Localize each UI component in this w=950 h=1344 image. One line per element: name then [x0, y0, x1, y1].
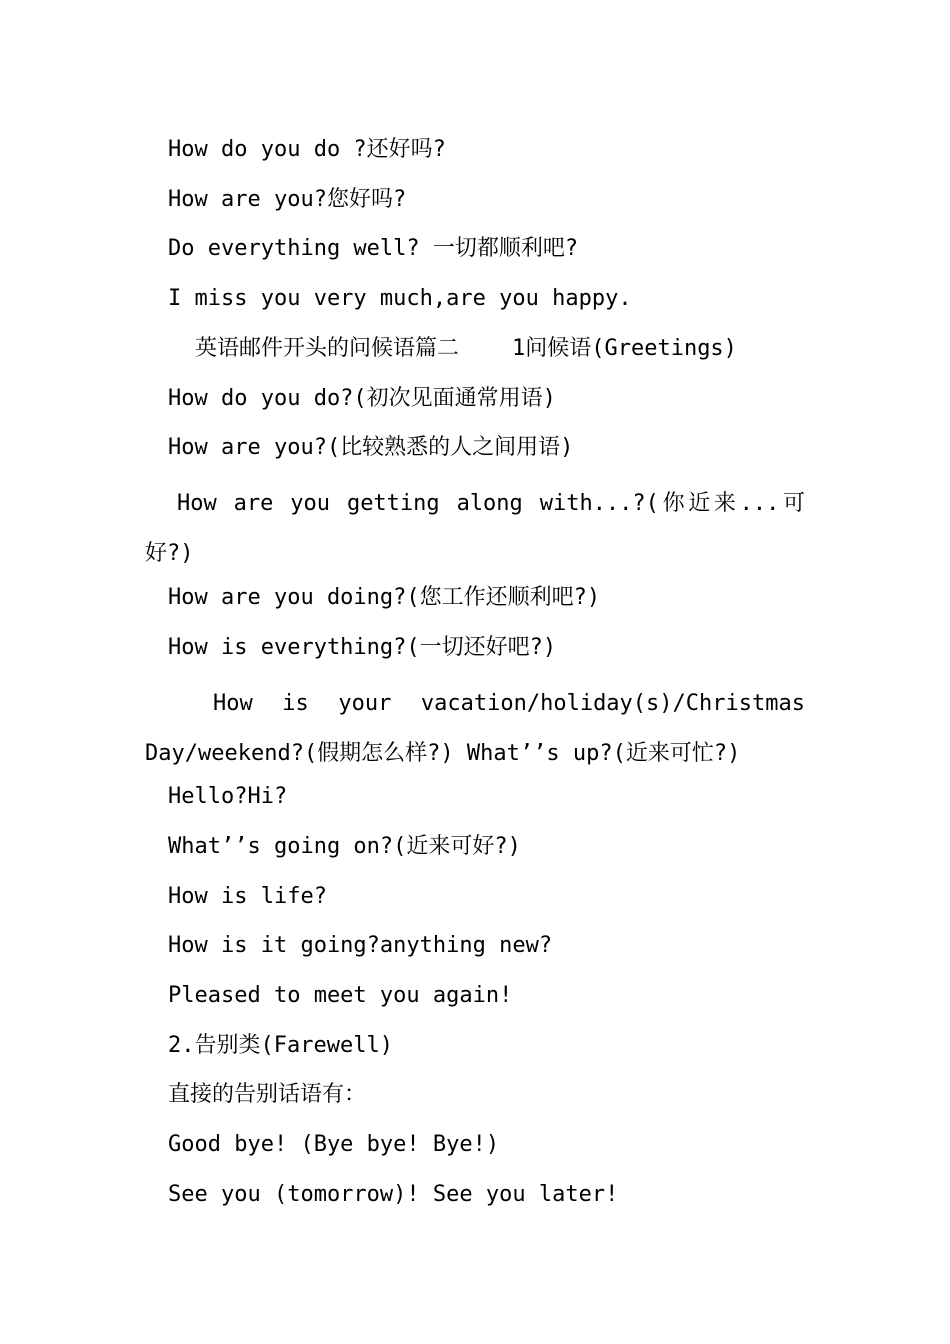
text-line: Good bye! (Bye bye! Bye!) — [168, 1132, 500, 1157]
text-line: See you (tomorrow)! See you later! — [168, 1182, 619, 1207]
text-line: How is life? — [168, 884, 327, 909]
text-line: 直接的告别话语有： — [168, 1082, 367, 1107]
text-line: Hello?Hi? — [168, 784, 288, 809]
text-line: How is everything?(一切还好吧?) — [168, 635, 557, 660]
text-line: How is it going?anything new? — [168, 933, 553, 958]
text-line: Pleased to meet you again! — [168, 983, 513, 1008]
text-paragraph: How is your vacation/holiday(s)/Christmas Day/weekend?(假期怎么样?) What’’s up?(近来可忙?) — [145, 691, 805, 766]
section-heading: 英语邮件开头的问候语篇二 1问候语(Greetings) — [195, 336, 737, 361]
text-line: How are you doing?(您工作还顺利吧?) — [168, 585, 601, 610]
text-line: How do you do?(初次见面通常用语) — [168, 386, 556, 411]
text-line: How are you?(比较熟悉的人之间用语) — [168, 435, 574, 460]
text-paragraph: How are you getting along with...?(你近来...可好?) — [145, 491, 805, 566]
text-line: What’’s going on?(近来可好?) — [168, 834, 521, 859]
text-line: How do you do ?还好吗? — [168, 137, 446, 162]
text-line: I miss you very much,are you happy. — [168, 286, 632, 311]
text-line: Do everything well? 一切都顺利吧? — [168, 236, 579, 261]
text-line: How are you?您好吗? — [168, 187, 407, 212]
section-heading: 2.告别类(Farewell) — [168, 1033, 393, 1058]
